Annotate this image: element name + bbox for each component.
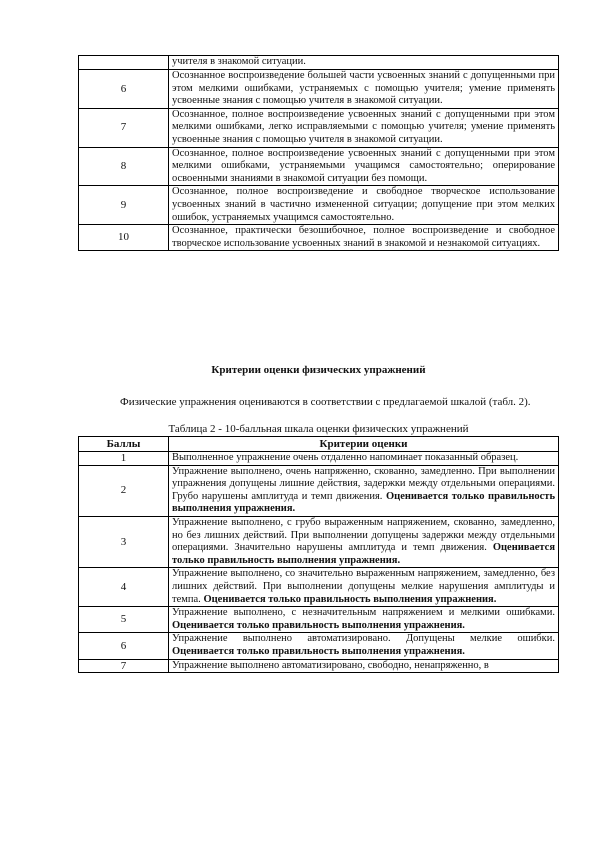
criteria-note: Оценивается только правильность выполнения упражнения.: [172, 542, 556, 566]
criteria-note: Оценивается только правильность выполнения упражнения.: [172, 619, 465, 631]
table-row: [79, 70, 559, 109]
criteria-text: Упражнение выполнено, со значительно выраженным напряжением, замедленно, без лишних действий. При выполнении допущены мелкие нарушения амплитуды и темпа.: [172, 568, 555, 605]
score-cell: 3: [79, 516, 169, 567]
section-heading: Критерии оценки физических упражнений: [211, 364, 426, 376]
score-cell: [79, 56, 169, 70]
table-row: [79, 633, 559, 659]
criteria-note: Оценивается только правильность выполнения упражнения.: [172, 645, 465, 657]
table-row: [79, 108, 559, 147]
score-cell: 4: [79, 568, 169, 607]
criteria-table-knowledge: [78, 55, 559, 251]
header-score: Баллы: [79, 437, 169, 452]
criteria-cell: [169, 516, 559, 567]
criteria-text: Упражнение выполнено автоматизировано, свободно, ненапряженно, в: [172, 659, 489, 671]
table-row: [79, 225, 559, 251]
table-row: [79, 516, 559, 567]
criteria-cell: [169, 659, 559, 673]
criteria-note: Оценивается только правильность выполнения упражнения.: [172, 490, 555, 515]
header-criteria: Критерии оценки: [169, 437, 559, 452]
score-cell: 9: [79, 186, 169, 225]
criteria-cell: Осознанное, полное воспроизведение и свободное творческое использование усвоенных знаний в частично измененной ситуации; допущение при этом мелких ошибок, устраняемых учащимся самостоятельно.: [169, 186, 559, 225]
criteria-table-exercises: [78, 436, 559, 673]
criteria-text: Выполненное упражнение очень отдаленно напоминает показанный образец.: [172, 452, 519, 463]
criteria-text: Упражнение выполнено, очень напряженно, скованно, замедленно. При выполнении упражнения допущены лишние действия, задержки между отдельными операциями. Грубо нарушены амплитуда и темп движения.: [172, 465, 555, 502]
table-row: [79, 465, 559, 516]
score-cell: 7: [79, 659, 169, 673]
table-row: [79, 568, 559, 607]
score-cell: 5: [79, 607, 169, 633]
criteria-text: Упражнение выполнено, с незначительным напряжением и мелкими ошибками.: [172, 607, 555, 619]
criteria-cell: [169, 568, 559, 607]
criteria-cell: [169, 465, 559, 516]
table-row: [79, 452, 559, 466]
score-cell: 6: [79, 70, 169, 109]
criteria-cell: Осознанное, полное воспроизведение усвоенных знаний с допущенными при этом мелкими ошибками, устраняемыми учащимся самостоятельно; оперирование освоенными знаниями в знакомой ситуации без помощи.: [169, 147, 559, 186]
criteria-note: Оценивается только правильность выполнения упражнения.: [203, 593, 497, 605]
criteria-cell: Осознанное воспроизведение большей части усвоенных знаний с допущенными при этом мелкими ошибками, устраняемых с помощью учителя; умение применять усвоенные знания с помощью учителя в знакомой ситуации.: [169, 70, 559, 109]
criteria-cell: [169, 633, 559, 659]
table-row: [79, 186, 559, 225]
criteria-cell: Осознанное, практически безошибочное, полное воспроизведение и свободное творческое использование усвоенных знаний в знакомой и незнакомой ситуациях.: [169, 225, 559, 251]
table-row: [79, 147, 559, 186]
criteria-cell: учителя в знакомой ситуации.: [169, 56, 559, 70]
table-row: [79, 659, 559, 673]
intro-paragraph: Физические упражнения оцениваются в соответствии с предлагаемой шкалой (табл. 2).: [120, 396, 531, 408]
criteria-text: Упражнение выполнено автоматизировано. Допущены мелкие ошибки.: [172, 633, 555, 645]
score-cell: 2: [79, 465, 169, 516]
criteria-cell: [169, 452, 559, 466]
criteria-cell: Осознанное, полное воспроизведение усвоенных знаний с допущенными при этом мелкими ошибками, легко исправляемыми с помощью учителя; умение применять усвоенные знания с помощью учителя в знакомой ситуации.: [169, 108, 559, 147]
table-caption: Таблица 2 - 10-балльная шкала оценки физических упражнений: [168, 423, 469, 435]
criteria-text: Упражнение выполнено, с грубо выраженным напряжением, скованно, замедленно, но без лишних действий. При выполнении допущены задержки между отдельными операциями. Значительно нарушены амплитуда и темп движения.: [172, 516, 555, 554]
score-cell: 10: [79, 225, 169, 251]
criteria-cell: [169, 607, 559, 633]
table-row: [79, 56, 559, 70]
score-cell: 1: [79, 452, 169, 466]
score-cell: 7: [79, 108, 169, 147]
score-cell: 6: [79, 633, 169, 659]
table-header-row: [79, 437, 559, 452]
table-row: [79, 607, 559, 633]
score-cell: 8: [79, 147, 169, 186]
